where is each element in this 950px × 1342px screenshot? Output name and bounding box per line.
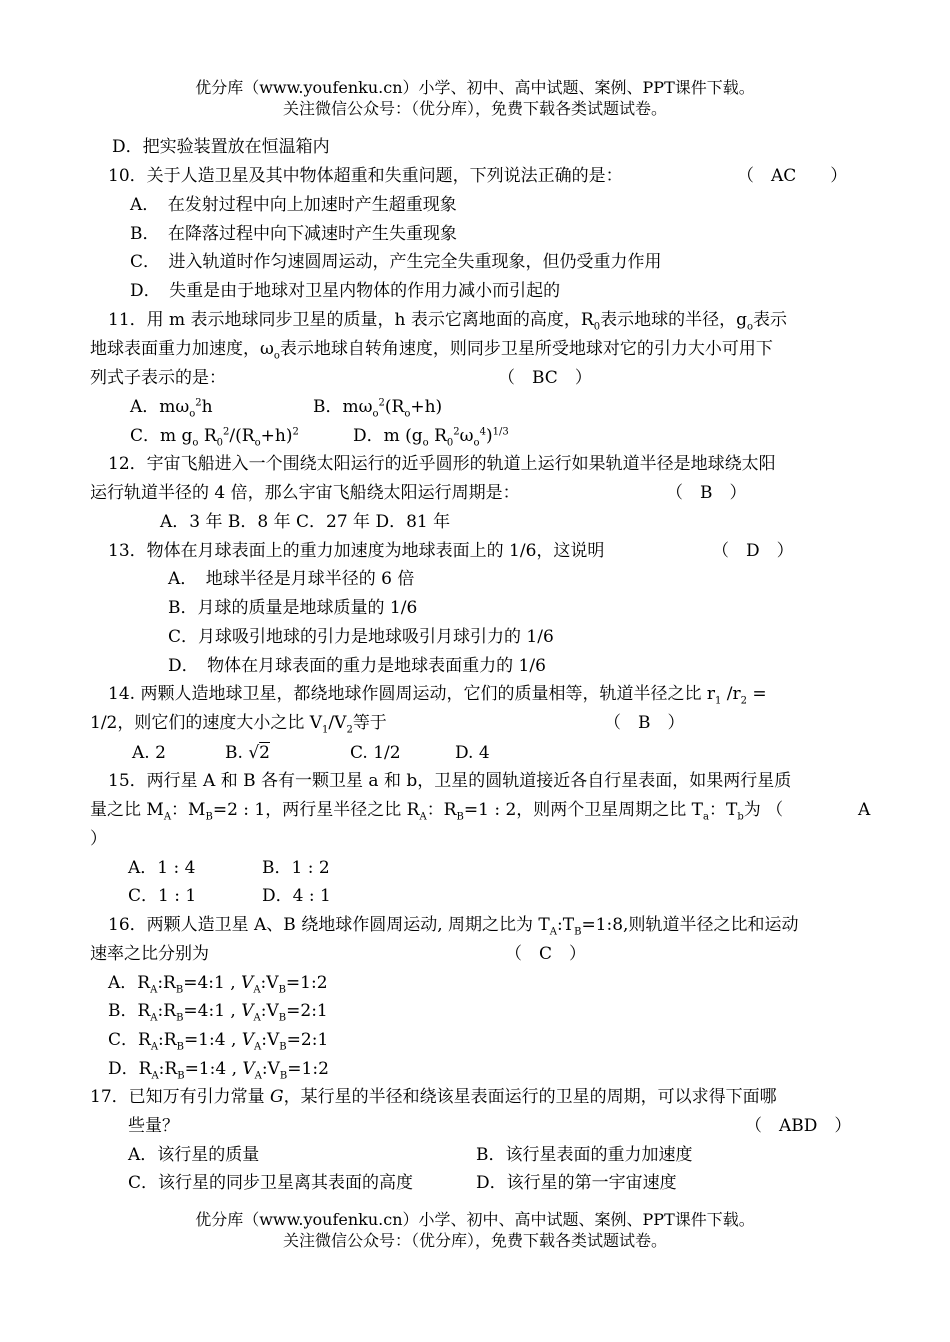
q13-option-c: C．月球吸引地球的引力是地球吸引月球引力的 1/6: [168, 627, 554, 647]
q16-line-1: 16．两颗人造卫星 A、B 绕地球作圆周运动, 周期之比为 $T_A:T_B=1:8$,则轨道半径之比和运动: [108, 915, 799, 938]
q15-option-a: A．1 : 4: [128, 858, 196, 878]
q17-line-1: 17．已知万有引力常量 G，某行星的半径和绕该星表面运行的卫星的周期，可以求得下面哪: [90, 1087, 777, 1107]
q15-line-1: 15．两行星 A 和 B 各有一颗卫星 a 和 b，卫星的圆轨道接近各自行星表面，如果两行星质: [108, 771, 792, 791]
q15-option-c: C．1 : 1: [128, 886, 197, 906]
q15-line-3: ）: [90, 829, 107, 849]
q11-option-d: D．m ($g_o$ $R_0^2\omega_o^4)^{1/3}$: [353, 426, 509, 449]
q11-line-3: 列式子表示的是：: [90, 368, 226, 388]
q16-option-b: B．$R_A:R_B=4:1$ , $V_A:V_B=2:1$: [108, 1001, 328, 1024]
q16-line-2: 速率之比分别为: [90, 944, 209, 964]
q12-options: A．3 年 B．8 年 C．27 年 D．81 年: [160, 512, 451, 532]
q10-answer: （ AC ）: [737, 166, 848, 186]
header-line-2: 关注微信公众号：（优分库），免费下载各类试题试卷。: [282, 99, 667, 118]
q17-option-c: C．该行星的同步卫星离其表面的高度: [128, 1173, 414, 1193]
q12-line-2: 运行轨道半径的 4 倍，那么宇宙飞船绕太阳运行周期是：: [90, 483, 520, 503]
q16-option-c: C．$R_A:R_B=1:4$ , $V_A:V_B=2:1$: [108, 1030, 329, 1053]
q16-option-a: A．$R_A:R_B=4:1$ , $V_A:V_B=1:2$: [108, 973, 328, 996]
q14-option-c: C. 1/2: [350, 743, 401, 763]
q15-line-2: 量之比 $M_A$：$M_B=2$ : 1，两行星半径之比 $R_A$：$R_B=1$ : 2，则两个卫星周期之比 $T_a$：$T_b$为 （: [90, 800, 784, 823]
q11-option-c: C．m $g_o$ $R_0^2/(R_o+h)^2$: [130, 426, 299, 449]
q11-option-b: B．$m\omega_o^2(R_o+h)$: [313, 397, 443, 420]
q14-option-d: D. 4: [455, 743, 490, 763]
q17-line-2: 些量？: [128, 1116, 179, 1136]
footer-line-1: 优分库（www.youfenku.cn）小学、初中、高中试题、案例、PPT课件下载。: [195, 1210, 755, 1229]
q13-option-b: B．月球的质量是地球质量的 1/6: [168, 598, 418, 618]
q14-line-1: 14. 两颗人造地球卫星，都绕地球作圆周运动，它们的质量相等，轨道半径之比 $r_1$ $/r_2$ =: [108, 684, 767, 707]
q14-answer: （ B ）: [604, 713, 685, 733]
q17-option-b: B．该行星表面的重力加速度: [476, 1145, 693, 1165]
q11-option-a: A．$m\omega_o^2h$: [130, 397, 213, 420]
q15-answer: A: [858, 800, 871, 820]
q16-option-d: D．$R_A:R_B=1:4$ , $V_A:V_B=1:2$: [108, 1059, 329, 1082]
q15-option-d: D．4 : 1: [262, 886, 331, 906]
q13-option-a: A． 地球半径是月球半径的 6 倍: [168, 569, 415, 589]
q11-line-2: 地球表面重力加速度，$\omega_o$表示地球自转角速度，则同步卫星所受地球对它的引力大小可用下: [90, 339, 773, 362]
q17-option-a: A．该行星的质量: [128, 1145, 260, 1165]
q16-answer: （ C ）: [505, 944, 587, 964]
q17-answer: （ ABD ）: [745, 1116, 852, 1136]
q10-option-b: B． 在降落过程中向下减速时产生失重现象: [130, 224, 457, 244]
q10-option-c: C． 进入轨道时作匀速圆周运动，产生完全失重现象，但仍受重力作用: [130, 252, 662, 272]
footer-line-2: 关注微信公众号：（优分库），免费下载各类试题试卷。: [282, 1231, 667, 1250]
header-line-1: 优分库（www.youfenku.cn）小学、初中、高中试题、案例、PPT课件下载。: [195, 78, 755, 97]
q10-option-a: A． 在发射过程中向上加速时产生超重现象: [130, 195, 457, 215]
q11-answer: （ BC ）: [498, 368, 592, 388]
q9-option-d: D．把实验装置放在恒温箱内: [112, 137, 330, 157]
q15-option-b: B．1 : 2: [262, 858, 330, 878]
q12-answer: （ B ）: [666, 483, 747, 503]
q14-line-2: 1/2，则它们的速度大小之比 $V_1/V_2$等于: [90, 713, 387, 736]
q11-line-1: 11．用 m 表示地球同步卫星的质量，h 表示它离地面的高度，$R_0$表示地球的半径，$g_o$表示: [108, 310, 788, 333]
sqrt-symbol: √2: [248, 743, 270, 763]
q10-option-d: D． 失重是由于地球对卫星内物体的作用力减小而引起的: [130, 281, 561, 301]
q12-line-1: 12．宇宙飞船进入一个围绕太阳运行的近乎圆形的轨道上运行如果轨道半径是地球绕太阳: [108, 454, 776, 474]
q14-option-a: A. 2: [132, 743, 166, 763]
q10-stem: 10．关于人造卫星及其中物体超重和失重问题，下列说法正确的是：: [108, 166, 623, 186]
q13-stem: 13．物体在月球表面上的重力加速度为地球表面上的 1/6，这说明: [108, 541, 605, 561]
q17-option-d: D．该行星的第一宇宙速度: [476, 1173, 677, 1193]
q13-answer: （ D ）: [712, 541, 794, 561]
q13-option-d: D． 物体在月球表面的重力是地球表面重力的 1/6: [168, 656, 546, 676]
q14-option-b: B. √2: [225, 743, 270, 763]
